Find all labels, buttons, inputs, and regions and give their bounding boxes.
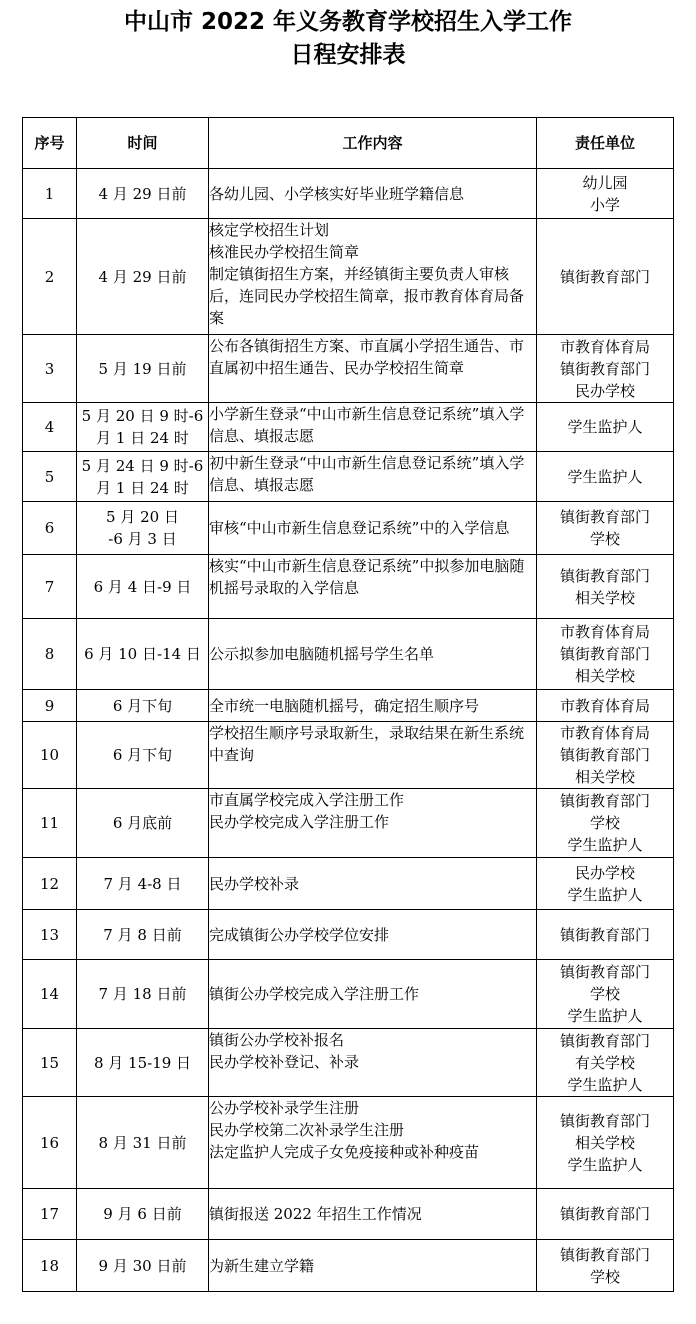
cell-content <box>209 555 537 619</box>
cell-unit-line: 学校 <box>589 1267 620 1286</box>
cell-unit-line: 市教育体育局 <box>559 724 650 742</box>
cell-content-line: 公办学校补录学生注册 <box>209 1099 360 1117</box>
cell-unit-line: 镇街教育部门 <box>559 645 650 663</box>
cell-time <box>77 403 209 452</box>
cell-content <box>209 858 537 910</box>
cell-content-line: 法定监护人完成子女免疫接种或补种疫苗 <box>209 1143 480 1161</box>
cell-unit <box>537 789 674 858</box>
cell-unit <box>537 1189 674 1240</box>
cell-content-line: 核实“中山市新生信息登记系统”中拟参加电脑随机摇号录取的入学信息 <box>209 557 525 597</box>
cell-time-line: 8 月 31 日前 <box>98 1133 187 1152</box>
cell-content <box>209 1097 537 1189</box>
cell-time <box>77 169 209 219</box>
cell-content-line: 民办学校第二次补录学生注册 <box>209 1121 405 1139</box>
title-line-1: 中山市 2022 年义务教育学校招生入学工作 <box>123 9 573 35</box>
table-row <box>23 1189 674 1240</box>
table-row <box>23 619 674 690</box>
cell-serial: 1 <box>23 169 77 219</box>
cell-content-line: 镇街报送 2022 年招生工作情况 <box>209 1205 422 1223</box>
cell-serial: 13 <box>23 910 77 960</box>
cell-serial: 17 <box>23 1189 77 1240</box>
cell-time-line: 9 月 30 日前 <box>98 1256 187 1275</box>
cell-content <box>209 219 537 335</box>
cell-time-line: 7 月 8 日前 <box>103 925 182 944</box>
cell-unit-line: 镇街教育部门 <box>559 1245 650 1264</box>
cell-content <box>209 502 537 555</box>
cell-time-line: 5 月 20 日 9 时-6 <box>81 407 204 425</box>
cell-unit-line: 学生监护人 <box>567 836 643 854</box>
table-row <box>23 1097 674 1189</box>
cell-time-line: 月 1 日 24 时 <box>96 478 189 497</box>
cell-time-line: 6 月 10 日-14 日 <box>84 645 201 663</box>
table-row <box>23 219 674 335</box>
cell-content-line: 民办学校补录 <box>209 874 300 893</box>
cell-time <box>77 219 209 335</box>
cell-time <box>77 335 209 403</box>
table-row <box>23 910 674 960</box>
cell-unit-line: 市教育体育局 <box>559 696 650 715</box>
table-row <box>23 1240 674 1292</box>
cell-serial: 4 <box>23 403 77 452</box>
cell-unit-line: 学生监护人 <box>567 1007 643 1025</box>
header-serial: 序号 <box>23 118 77 169</box>
cell-unit-line: 镇街教育部门 <box>559 1031 650 1050</box>
cell-content-line: 民办学校补登记、补录 <box>209 1053 360 1071</box>
cell-time <box>77 690 209 722</box>
cell-time-line: 5 月 24 日 9 时-6 <box>81 456 204 475</box>
cell-unit <box>537 690 674 722</box>
cell-unit <box>537 619 674 690</box>
cell-time <box>77 555 209 619</box>
cell-content <box>209 452 537 502</box>
cell-time <box>77 619 209 690</box>
cell-time-line: 6 月下旬 <box>112 696 173 715</box>
table-row <box>23 690 674 722</box>
cell-serial: 8 <box>23 619 77 690</box>
cell-time <box>77 722 209 789</box>
cell-content <box>209 619 537 690</box>
cell-time <box>77 1097 209 1189</box>
header-time: 时间 <box>77 118 209 169</box>
cell-content-line: 镇街公办学校完成入学注册工作 <box>209 985 420 1003</box>
table-body <box>23 169 674 1292</box>
cell-unit <box>537 960 674 1029</box>
cell-serial: 6 <box>23 502 77 555</box>
cell-time <box>77 910 209 960</box>
cell-content <box>209 335 537 403</box>
cell-content-line: 全市统一电脑随机摇号，确定招生顺序号 <box>209 696 480 715</box>
cell-unit-line: 镇街教育部门 <box>559 925 650 944</box>
cell-unit-line: 镇街教育部门 <box>559 1205 650 1223</box>
cell-time-line: 9 月 6 日前 <box>103 1205 182 1223</box>
cell-content-line: 公示拟参加电脑随机摇号学生名单 <box>209 645 435 663</box>
cell-content <box>209 1189 537 1240</box>
cell-time-line: 8 月 15-19 日 <box>93 1053 192 1072</box>
cell-content <box>209 910 537 960</box>
cell-content-line: 初中新生登录“中山市新生信息登记系统”填入学信息、填报志愿 <box>209 454 525 494</box>
cell-unit-line: 幼儿园 <box>582 173 628 192</box>
cell-unit-line: 相关学校 <box>574 667 635 685</box>
cell-unit-line: 相关学校 <box>574 588 635 607</box>
cell-content <box>209 960 537 1029</box>
cell-content-line: 学校招生顺序号录取新生，录取结果在新生系统中查询 <box>209 724 525 764</box>
cell-content-line: 小学新生登录“中山市新生信息登记系统”填入学信息、填报志愿 <box>209 405 525 445</box>
cell-unit-line: 镇街教育部门 <box>559 267 650 286</box>
schedule-table <box>22 117 674 1292</box>
title-line-2: 日程安排表 <box>290 42 406 68</box>
cell-time-line: 5 月 19 日前 <box>98 359 187 378</box>
cell-content-line: 各幼儿园、小学核实好毕业班学籍信息 <box>209 184 465 203</box>
cell-content-line: 制定镇街招生方案，并经镇街主要负责人审核后，连同民办学校招生简章，报市教育体育局备案 <box>209 265 525 327</box>
table-row <box>23 555 674 619</box>
cell-content-line: 公布各镇街招生方案、市直属小学招生通告、市直属初中招生通告、民办学校招生简章 <box>209 337 525 377</box>
cell-unit-line: 相关学校 <box>574 768 635 786</box>
cell-content <box>209 1029 537 1097</box>
cell-time-line: 6 月 4 日-9 日 <box>93 577 192 596</box>
cell-unit <box>537 555 674 619</box>
cell-unit-line: 民办学校 <box>574 381 635 400</box>
cell-time-line: 4 月 29 日前 <box>98 267 187 286</box>
cell-unit <box>537 403 674 452</box>
cell-time <box>77 452 209 502</box>
cell-serial: 5 <box>23 452 77 502</box>
table-header-row <box>23 118 674 169</box>
cell-serial: 3 <box>23 335 77 403</box>
cell-serial: 11 <box>23 789 77 858</box>
cell-unit-line: 镇街教育部门 <box>559 566 650 585</box>
cell-time <box>77 858 209 910</box>
table-row <box>23 858 674 910</box>
table-row <box>23 722 674 789</box>
header-content: 工作内容 <box>209 118 537 169</box>
cell-unit-line: 相关学校 <box>574 1133 635 1152</box>
table-row <box>23 403 674 452</box>
document-title <box>0 6 696 72</box>
cell-time-line: 6 月下旬 <box>112 746 173 764</box>
cell-unit <box>537 452 674 502</box>
cell-time-line: 4 月 29 日前 <box>98 184 187 203</box>
cell-unit-line: 镇街教育部门 <box>559 1111 650 1130</box>
cell-time-line: 月 1 日 24 时 <box>96 429 189 447</box>
cell-unit <box>537 169 674 219</box>
cell-serial: 10 <box>23 722 77 789</box>
table-row <box>23 335 674 403</box>
cell-time <box>77 960 209 1029</box>
cell-unit-line: 小学 <box>589 195 620 214</box>
cell-unit-line: 学校 <box>589 530 620 548</box>
table-row <box>23 1029 674 1097</box>
cell-time <box>77 1029 209 1097</box>
cell-unit-line: 学生监护人 <box>567 418 643 436</box>
cell-unit <box>537 219 674 335</box>
cell-content <box>209 403 537 452</box>
cell-content-line: 民办学校完成入学注册工作 <box>209 813 390 831</box>
cell-content-line: 核定学校招生计划 <box>209 221 330 239</box>
cell-serial: 7 <box>23 555 77 619</box>
cell-serial: 18 <box>23 1240 77 1292</box>
cell-content-line: 完成镇街公办学校学位安排 <box>209 925 390 944</box>
cell-time-line: 7 月 18 日前 <box>98 985 187 1003</box>
cell-unit-line: 有关学校 <box>574 1053 635 1072</box>
cell-time-line: 5 月 20 日 <box>106 508 179 526</box>
cell-serial: 12 <box>23 858 77 910</box>
cell-unit-line: 民办学校 <box>574 863 635 882</box>
table-row <box>23 789 674 858</box>
cell-unit-line: 学生监护人 <box>567 467 643 486</box>
cell-content <box>209 690 537 722</box>
cell-unit-line: 镇街教育部门 <box>559 746 650 764</box>
cell-time <box>77 789 209 858</box>
cell-unit-line: 镇街教育部门 <box>559 359 650 378</box>
cell-time <box>77 1189 209 1240</box>
cell-serial: 2 <box>23 219 77 335</box>
cell-unit-line: 市教育体育局 <box>559 337 650 356</box>
cell-unit <box>537 910 674 960</box>
cell-unit <box>537 335 674 403</box>
table-row <box>23 452 674 502</box>
cell-time-line: 6 月底前 <box>112 814 173 832</box>
cell-serial: 14 <box>23 960 77 1029</box>
cell-time <box>77 1240 209 1292</box>
cell-unit <box>537 858 674 910</box>
table-row <box>23 169 674 219</box>
table-row <box>23 960 674 1029</box>
cell-content <box>209 722 537 789</box>
cell-unit <box>537 722 674 789</box>
cell-unit-line: 镇街教育部门 <box>559 508 650 526</box>
cell-content <box>209 169 537 219</box>
cell-time-line: 7 月 4-8 日 <box>103 874 182 893</box>
cell-time <box>77 502 209 555</box>
cell-content-line: 核准民办学校招生简章 <box>209 243 360 261</box>
cell-serial: 16 <box>23 1097 77 1189</box>
cell-unit-line: 镇街教育部门 <box>559 963 650 981</box>
cell-unit <box>537 1029 674 1097</box>
cell-unit <box>537 502 674 555</box>
cell-unit-line: 学校 <box>589 985 620 1003</box>
cell-content <box>209 789 537 858</box>
cell-serial: 9 <box>23 690 77 722</box>
cell-unit <box>537 1240 674 1292</box>
header-unit: 责任单位 <box>537 118 674 169</box>
cell-content-line: 市直属学校完成入学注册工作 <box>209 791 405 809</box>
cell-unit-line: 学生监护人 <box>567 1155 643 1174</box>
cell-unit-line: 学生监护人 <box>567 885 643 904</box>
cell-content-line: 为新生建立学籍 <box>209 1256 315 1275</box>
cell-unit <box>537 1097 674 1189</box>
cell-content <box>209 1240 537 1292</box>
cell-content-line: 审核“中山市新生信息登记系统”中的入学信息 <box>209 519 510 537</box>
cell-unit-line: 学生监护人 <box>567 1075 643 1094</box>
cell-serial: 15 <box>23 1029 77 1097</box>
cell-unit-line: 市教育体育局 <box>559 623 650 641</box>
cell-content-line: 镇街公办学校补报名 <box>209 1031 345 1049</box>
cell-unit-line: 镇街教育部门 <box>559 792 650 810</box>
table-row <box>23 502 674 555</box>
cell-unit-line: 学校 <box>589 814 620 832</box>
cell-time-line: -6 月 3 日 <box>108 530 177 548</box>
